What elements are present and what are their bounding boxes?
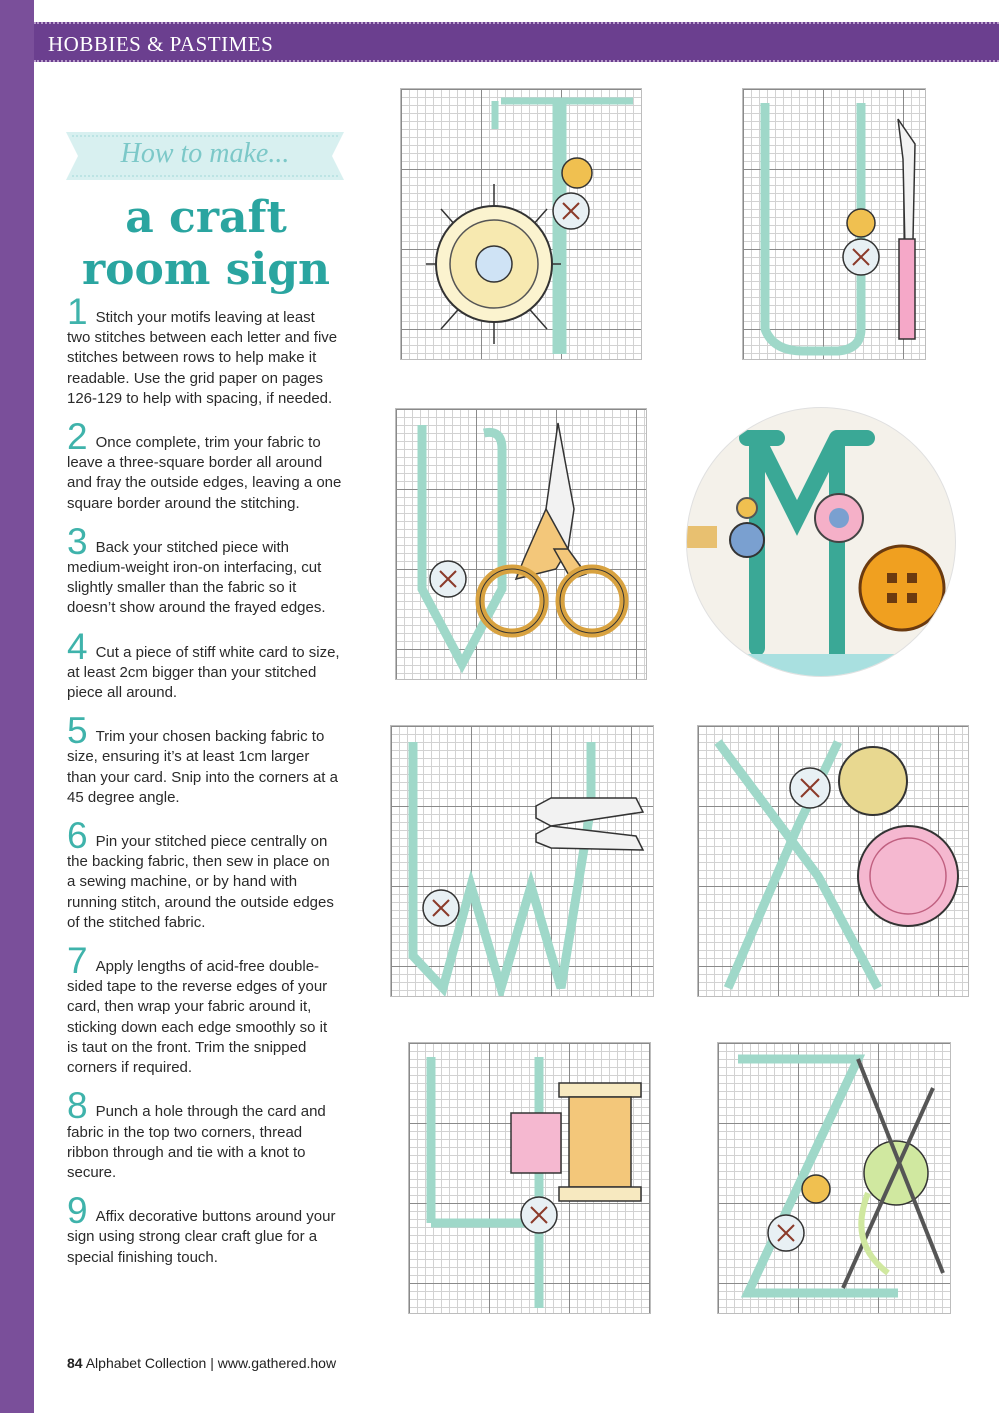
step-number: 6 — [67, 815, 88, 857]
step-4 — [67, 625, 342, 704]
step-text: Pin your stitched piece centrally on the backing fabric, then sew in place on a sewing machine, or by hand with running stitch, around the outside edges of the stitched fabric. — [67, 833, 334, 931]
publication-name: Alphabet Collection — [85, 1355, 207, 1371]
footer-separator: | — [210, 1355, 214, 1371]
step-text: Back your stitched piece with medium-weight iron-on interfacing, cut slightly smaller than the fabric so it doesn’t show around the frayed edges. — [67, 538, 326, 617]
page-number: 84 — [67, 1355, 83, 1371]
website-link[interactable]: www.gathered.how — [217, 1355, 337, 1371]
page-footer — [67, 1355, 336, 1371]
button-icon — [790, 747, 958, 926]
button-icon — [423, 890, 459, 926]
step-text: Punch a hole through the card and fabric in the top two corners, thread ribbon through and tie with a knot to secure. — [67, 1103, 326, 1181]
headline-line-1: a craft — [125, 192, 287, 243]
section-header-band — [34, 22, 999, 62]
chart-letter-u-needle — [742, 88, 926, 360]
chart-letter-z-knitting — [717, 1042, 951, 1314]
page-headline — [62, 192, 350, 296]
button-icon — [430, 561, 466, 597]
needle-icon — [898, 119, 915, 339]
stitched-sample-photo — [686, 407, 956, 677]
chart-letter-y-cotton-reel — [408, 1042, 651, 1314]
step-1 — [67, 291, 342, 409]
section-title: HOBBIES & PASTIMES — [48, 32, 274, 56]
button-icon — [521, 1197, 557, 1233]
chart-letter-t-hoop — [400, 88, 642, 360]
step-number: 4 — [67, 625, 88, 667]
step-8 — [67, 1085, 342, 1183]
step-9 — [67, 1190, 342, 1268]
headline-line-2: room sign — [82, 244, 330, 295]
step-2 — [67, 416, 342, 514]
step-number: 9 — [67, 1190, 88, 1232]
step-text: Trim your chosen backing fabric to size, ensuring it’s at least 1cm larger than your card. Snip into the corners at a 45 degree angle. — [67, 728, 338, 806]
step-text: Apply lengths of acid-free double-sided tape to the reverse edges of your card, then wrap your fabric around it, sticking down each edge smoothly so it is taut on the front. Trim the snipped corners if required. — [67, 958, 328, 1077]
step-text: Stitch your motifs leaving at least two stitches between each letter and five stitches between rows to help make it readable. Use the grid paper on pages 126-129 to help with spacing, if needed. — [67, 309, 338, 407]
page-spine — [0, 0, 34, 1413]
step-number: 5 — [67, 710, 88, 752]
banner-label: How to make... — [120, 138, 290, 169]
step-number: 7 — [67, 940, 88, 982]
chart-letter-x-buttons — [697, 725, 969, 997]
knitting-needles-icon — [843, 1059, 943, 1288]
chart-letter-v-scissors — [395, 408, 647, 680]
step-7 — [67, 940, 342, 1078]
step-number: 2 — [67, 416, 88, 458]
step-3 — [67, 520, 342, 619]
step-6 — [67, 815, 342, 933]
step-number: 1 — [67, 291, 88, 332]
how-to-make-banner — [66, 132, 344, 180]
chart-letter-w-safety-pins — [390, 725, 654, 997]
step-text: Affix decorative buttons around your sign using strong clear craft glue for a special finishing touch. — [67, 1208, 336, 1266]
cotton-reel-icon — [511, 1083, 641, 1201]
instruction-steps — [67, 291, 342, 1282]
button-icon — [843, 209, 879, 275]
hoop-icon — [426, 184, 561, 344]
step-text: Cut a piece of stiff white card to size, at least 2cm bigger than your stitched piece all around. — [67, 643, 340, 702]
step-5 — [67, 710, 342, 808]
step-number: 3 — [67, 520, 88, 562]
step-text: Once complete, trim your fabric to leave a three-square border all around and fray the outside edges, leaving a one square border around the stitching. — [67, 434, 342, 512]
step-number: 8 — [67, 1085, 88, 1127]
